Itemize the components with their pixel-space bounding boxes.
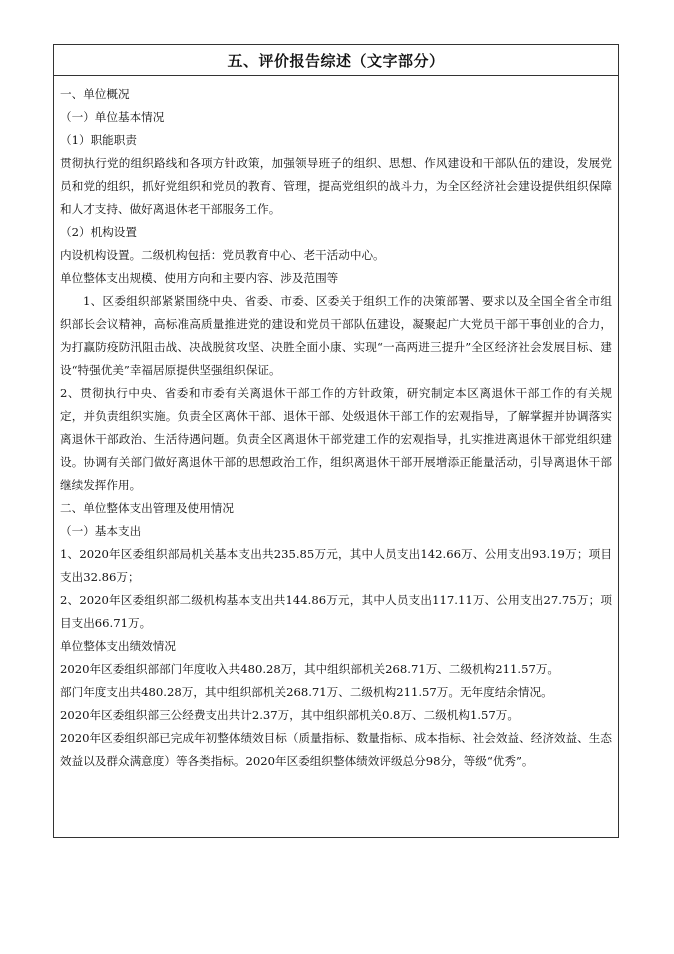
subsection-heading: （一）基本支出 [60, 524, 142, 538]
subsection-heading: （一）单位基本情况 [60, 110, 165, 124]
basic-expense-2: 2、2020年区委组织部二级机构基本支出共144.86万元，其中人员支出117.11万、公用支出27.75万；项目支出66.71万。 [60, 593, 612, 630]
performance-line-3: 2020年区委组织部三公经费支出共计2.37万，其中组织部机关0.8万、二级机构1.57万。 [60, 708, 519, 722]
scope-heading: 单位整体支出规模、使用方向和主要内容、涉及范围等 [60, 271, 339, 285]
duty-paragraph: 贯彻执行党的组织路线和各项方针政策，加强领导班子的组织、思想、作风建设和干部队伍的建设，发展党员和党的组织，抓好党组织和党员的教育、管理，提高党组织的战斗力，为全区经济社会建设提供组织保障和人才支持、做好离退休老干部服务工作。 [60, 156, 612, 216]
subsection-heading: （2）机构设置 [60, 225, 137, 239]
title-row [54, 45, 618, 76]
report-body [54, 76, 618, 773]
item-1-paragraph: 1、区委组织部紧紧围绕中央、省委、市委、区委关于组织工作的决策部署、要求以及全国全省全市组织部长会议精神，高标准高质量推进党的建设和党员干部队伍建设，凝聚起广大党员干部干事创业的合力，为打赢防疫防汛阻击战、决战脱贫攻坚、决胜全面小康、实现“一高两进三提升”全区经济社会发展目标、建设“特强优美”幸福居原提供坚强组织保证。 [60, 294, 612, 377]
org-paragraph: 内设机构设置。二级机构包括：党员教育中心、老干活动中心。 [60, 248, 385, 262]
subsection-heading: （1）职能职责 [60, 133, 137, 147]
performance-heading: 单位整体支出绩效情况 [60, 639, 176, 653]
performance-line-1: 2020年区委组织部部门年度收入共480.28万，其中组织部机关268.71万、二级机构211.57万。 [60, 662, 560, 676]
performance-line-2: 部门年度支出共480.28万，其中组织部机关268.71万、二级机构211.57万。无年度结余情况。 [60, 685, 553, 699]
report-frame [53, 44, 619, 838]
section-heading: 二、单位整体支出管理及使用情况 [60, 501, 234, 515]
section-heading: 一、单位概况 [60, 87, 130, 101]
item-2-paragraph: 2、贯彻执行中央、省委和市委有关离退休干部工作的方针政策，研究制定本区离退休干部工作的有关规定，并负责组织实施。负责全区离休干部、退休干部、处级退休干部工作的宏观指导，了解掌握并协调落实离退休干部政治、生活待遇问题。负责全区离退休干部党建工作的宏观指导，扎实推进离退休干部党组织建设。协调有关部门做好离退休干部的思想政治工作，组织离退休干部开展增添正能量活动，引导离退休干部继续发挥作用。 [60, 386, 612, 492]
performance-line-4: 2020年区委组织部已完成年初整体绩效目标（质量指标、数量指标、成本指标、社会效益、经济效益、生态效益以及群众满意度）等各类指标。2020年区委组织整体绩效评级总分98分，等级“优秀”。 [60, 731, 612, 768]
page-title: 五、评价报告综述（文字部分） [227, 51, 445, 70]
basic-expense-1: 1、2020年区委组织部局机关基本支出共235.85万元，其中人员支出142.66万、公用支出93.19万；项目支出32.86万； [60, 547, 612, 584]
